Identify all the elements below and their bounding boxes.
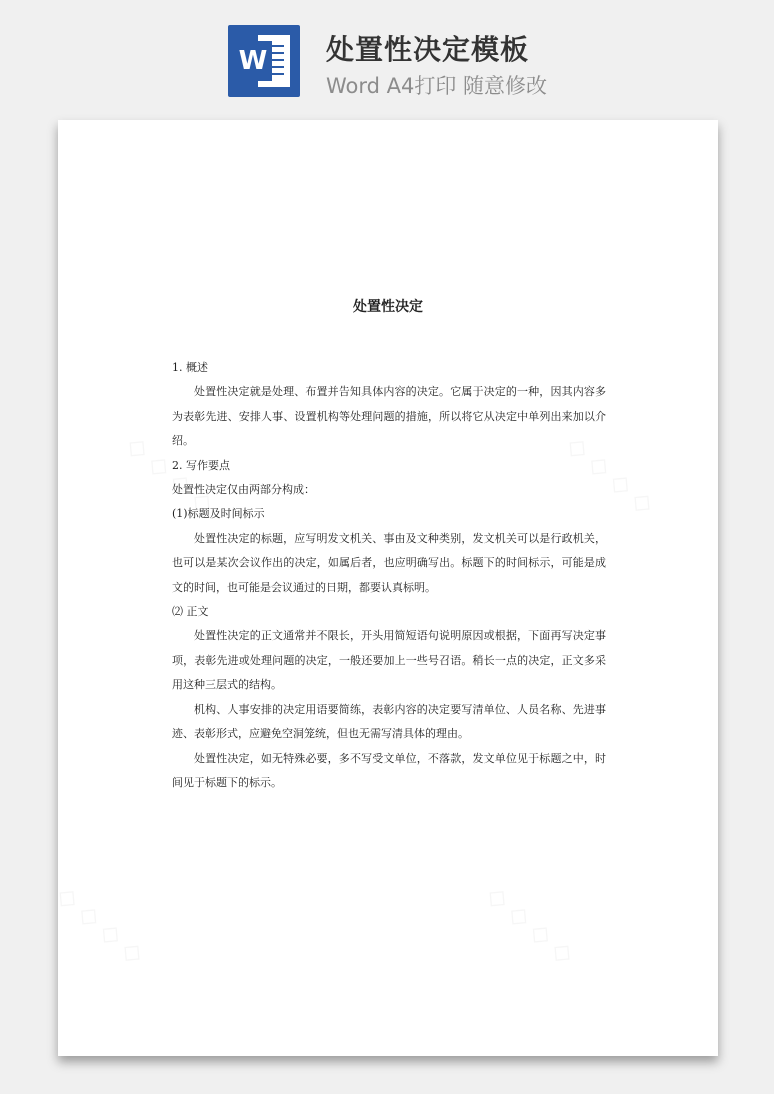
paragraph: 2. 写作要点 — [172, 458, 230, 472]
paragraph: 处置性决定的正文通常并不限长，开头用简短语句说明原因或根据，下面再写决定事项，表彰先进或处理问题的决定，一般还要加上一些号召语。稍长一点的决定，正文多采用这种三层式的结构。 — [172, 629, 606, 692]
watermark — [481, 880, 581, 970]
paragraph: (1)标题及时间标示 — [172, 507, 265, 521]
paragraph: 处置性决定的标题，应写明发文机关、事由及文种类别，发文机关可以是行政机关，也可以是某次会议作出的决定，如属后者，也应明确写出。标题下的时间标示，可能是成文的时间，也可能是会议通过的日期，都要认真标明。 — [172, 531, 606, 594]
word-icon-letter: W — [234, 41, 272, 81]
document-page — [58, 120, 718, 1056]
paragraph: 处置性决定，如无特殊必要，多不写受文单位，不落款，发文单位见于标题之中，时间见于标题下的标示。 — [172, 751, 606, 789]
template-subtitle: Word A4打印 随意修改 — [326, 74, 548, 98]
header — [0, 0, 774, 118]
watermark — [51, 880, 151, 970]
paragraph: 1. 概述 — [172, 361, 208, 374]
word-icon — [228, 25, 300, 97]
document-title: 处置性决定 — [353, 299, 423, 315]
paragraph: 处置性决定仅由两部分构成： — [172, 483, 315, 497]
template-title: 处置性决定模板 — [326, 33, 530, 66]
paragraph: ⑵ 正文 — [172, 605, 209, 619]
paragraph: 处置性决定就是处理、布置并告知具体内容的决定。它属于决定的一种，因其内容多为表彰先进、安排人事、设置机构等处理问题的措施，所以将它从决定中单列出来加以介绍。 — [172, 385, 606, 448]
document-body — [172, 356, 606, 795]
paragraph: 机构、人事安排的决定用语要简练，表彰内容的决定要写清单位、人员名称、先进事迹、表彰形式，应避免空洞笼统，但也无需写清具体的理由。 — [172, 702, 606, 741]
